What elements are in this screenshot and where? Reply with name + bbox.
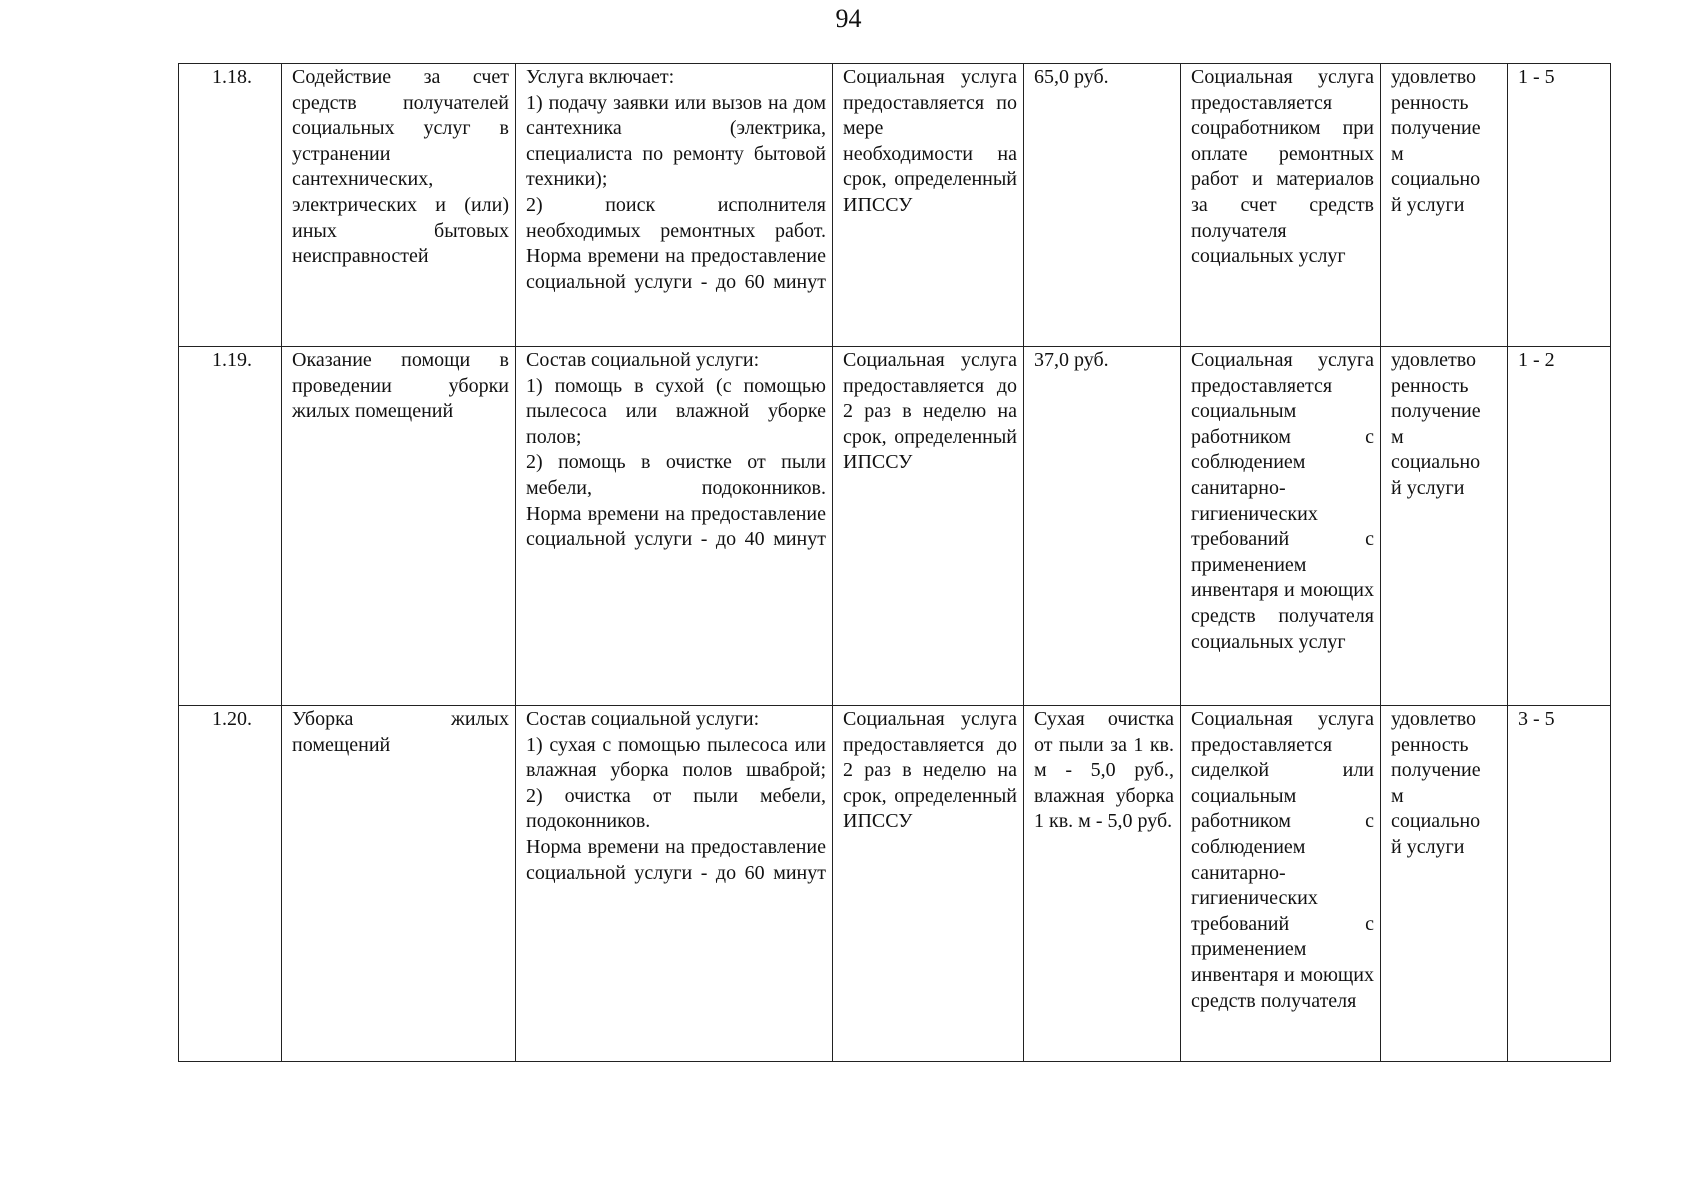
quality-line: социально	[1391, 168, 1481, 191]
row-number: 1.20.	[212, 708, 252, 730]
quality-line: ренность	[1391, 733, 1469, 756]
quality-line: получение	[1391, 117, 1481, 140]
quality-cell	[1381, 347, 1508, 706]
table-row	[179, 706, 1611, 1062]
tariff-text: 37,0 руб.	[1034, 349, 1109, 371]
service-name: Уборка жилых помещений	[292, 708, 509, 756]
services-table	[178, 63, 1611, 1062]
quality-line: получение	[1391, 400, 1481, 423]
description-line: 1) сухая с помощью пылесоса или влажная уборка полов шваброй;	[526, 733, 826, 782]
quality-line: удовлетво	[1391, 66, 1476, 88]
row-number-cell	[179, 64, 282, 347]
description-line: 2) помощь в очистке от пыли мебели, подоконников.	[526, 451, 826, 499]
row-number: 1.18.	[212, 66, 252, 88]
tariff-text: Сухая очистка от пыли за 1 кв. м - 5,0 руб., влажная уборка 1 кв. м - 5,0 руб.	[1034, 708, 1174, 833]
quality-line: социально	[1391, 810, 1481, 833]
service-description-cell	[516, 64, 833, 347]
service-name: Содействие за счет средств получателей социальных услуг в устранении сантехнических, электрических и (или) иных бытовых неисправностей	[292, 66, 509, 268]
groups-text: 1 - 5	[1518, 66, 1555, 88]
description-line: 1) подачу заявки или вызов на дом сантехника (электрика, специалиста по ремонту бытовой техники);	[526, 91, 826, 191]
description-line: Норма времени на предоставление социальной услуги - до 60 минут	[526, 835, 826, 884]
groups-text: 3 - 5	[1518, 708, 1555, 730]
conditions-text: Социальная услуга предоставляется сиделкой или социальным работником с соблюдением санитарно-гигиенических требований с применением инвентаря и моющих средств получателя	[1191, 708, 1374, 1012]
tariff-text: 65,0 руб.	[1034, 66, 1109, 88]
page-number: 94	[835, 4, 862, 33]
description-line: Норма времени на предоставление социальной услуги - до 40 минут	[526, 502, 826, 551]
quality-line: ренность	[1391, 91, 1469, 114]
service-name-cell	[282, 706, 516, 1062]
frequency-text: Социальная услуга предоставляется до 2 раз в неделю на срок, определенный ИПССУ	[843, 349, 1017, 474]
description-line: Норма времени на предоставление социальной услуги - до 60 минут	[526, 245, 826, 293]
row-number-cell	[179, 347, 282, 706]
quality-line: м	[1391, 784, 1404, 807]
quality-cell	[1381, 64, 1508, 347]
groups-text: 1 - 2	[1518, 349, 1555, 371]
quality-line: удовлетво	[1391, 708, 1476, 730]
frequency-cell	[833, 347, 1024, 706]
quality-line: социально	[1391, 451, 1481, 474]
quality-line: й услуги	[1391, 476, 1465, 499]
description-line: Услуга включает:	[526, 66, 675, 88]
tariff-cell	[1024, 64, 1181, 347]
service-name-cell	[282, 347, 516, 706]
table-row	[179, 347, 1611, 706]
row-number-cell	[179, 706, 282, 1062]
service-name-cell	[282, 64, 516, 347]
conditions-text: Социальная услуга предоставляется социальным работником с соблюдением санитарно-гигиенических требований с применением инвентаря и моющих средств получателя социальных услуг	[1191, 349, 1374, 653]
description-line: 2) очистка от пыли мебели, подоконников.	[526, 784, 826, 833]
frequency-cell	[833, 64, 1024, 347]
table-row	[179, 64, 1611, 347]
conditions-cell	[1181, 706, 1381, 1062]
row-number: 1.19.	[212, 349, 252, 371]
service-description-cell	[516, 347, 833, 706]
quality-line: удовлетво	[1391, 349, 1476, 371]
service-description-cell	[516, 706, 833, 1062]
service-name: Оказание помощи в проведении уборки жилых помещений	[292, 349, 509, 423]
quality-line: й услуги	[1391, 835, 1465, 858]
tariff-cell	[1024, 706, 1181, 1062]
groups-cell	[1508, 706, 1611, 1062]
quality-line: м	[1391, 142, 1404, 165]
groups-cell	[1508, 347, 1611, 706]
quality-cell	[1381, 706, 1508, 1062]
quality-line: ренность	[1391, 374, 1469, 397]
quality-line: получение	[1391, 759, 1481, 782]
conditions-cell	[1181, 64, 1381, 347]
description-line: 2) поиск исполнителя необходимых ремонтных работ.	[526, 193, 826, 242]
groups-cell	[1508, 64, 1611, 347]
frequency-cell	[833, 706, 1024, 1062]
frequency-text: Социальная услуга предоставляется по мере необходимости на срок, определенный ИПССУ	[843, 66, 1017, 216]
tariff-cell	[1024, 347, 1181, 706]
conditions-text: Социальная услуга предоставляется соцработником при оплате ремонтных работ и материалов за счет средств получателя социальных услуг	[1191, 66, 1374, 268]
description-line: Состав социальной услуги:	[526, 349, 760, 371]
description-line: 1) помощь в сухой (с помощью пылесоса или влажной уборке полов;	[526, 374, 826, 448]
quality-line: й услуги	[1391, 193, 1465, 216]
frequency-text: Социальная услуга предоставляется до 2 раз в неделю на срок, определенный ИПССУ	[843, 708, 1017, 833]
quality-line: м	[1391, 425, 1404, 448]
conditions-cell	[1181, 347, 1381, 706]
description-line: Состав социальной услуги:	[526, 708, 760, 730]
